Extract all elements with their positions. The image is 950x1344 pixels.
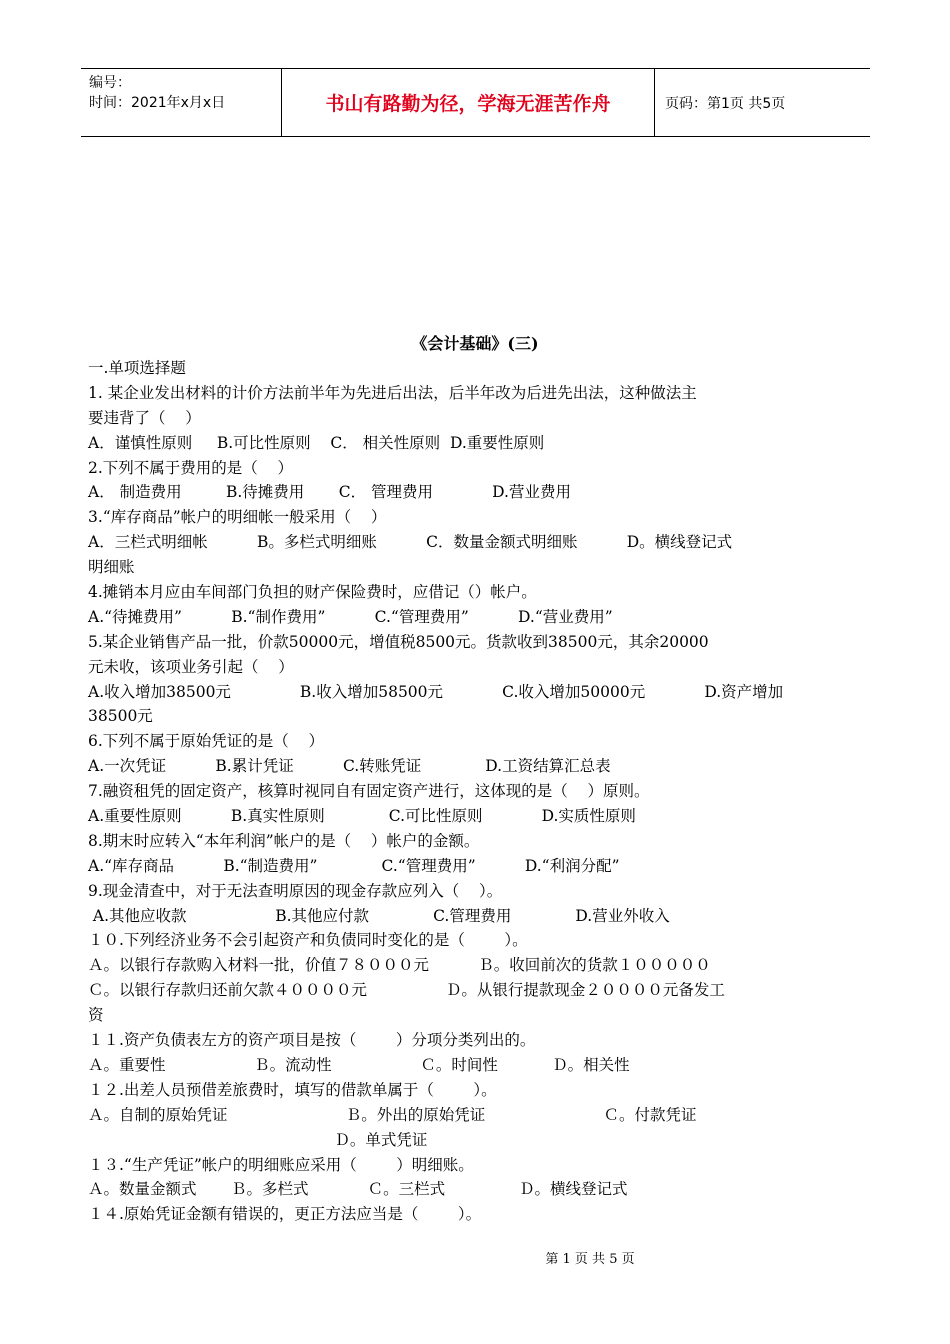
text-line: A.“待摊费用” B.“制作费用” C.“管理费用” D.“营业费用” bbox=[88, 607, 613, 626]
page-code: 页码：第1页 共5页 bbox=[665, 95, 786, 112]
number-label: 编号： bbox=[89, 75, 131, 91]
text-line: A.重要性原则 B.真实性原则 C.可比性原则 D.实质性原则 bbox=[88, 807, 636, 826]
text-line: 一.单项选择题 bbox=[88, 359, 186, 377]
text-line: 元未收，该项业务引起（ ） bbox=[88, 657, 294, 676]
text-line: Ａ。重要性 Ｂ。流动性 Ｃ。时间性 Ｄ。相关性 bbox=[88, 1055, 630, 1074]
time-label: 时间：2021年x月x日 bbox=[89, 95, 226, 111]
text-line: 1. 某企业发出材料的计价方法前半年为先进后出法，后半年改为后进先出法，这种做法主 bbox=[88, 383, 697, 402]
text-line: A.一次凭证 B.累计凭证 C.转账凭证 D.工资结算汇总表 bbox=[88, 757, 611, 776]
document-title: 《会计基础》(三) bbox=[411, 334, 539, 353]
text-line: Ａ。自制的原始凭证 Ｂ。外出的原始凭证 Ｃ。付款凭证 bbox=[88, 1105, 697, 1124]
text-line: 4.摊销本月应由车间部门负担的财产保险费时，应借记（）帐户。 bbox=[88, 583, 537, 602]
text-line: A.“库存商品 B.“制造费用” C.“管理费用” D.“利润分配” bbox=[88, 856, 620, 875]
text-line: A.收入增加38500元 B.收入增加58500元 C.收入增加50000元 D.资产增加 bbox=[88, 682, 784, 701]
header-left-cell bbox=[81, 69, 281, 136]
text-line: Ａ。以银行存款购入材料一批，价值７８０００元 Ｂ。收回前次的货款１０００００ bbox=[88, 956, 711, 975]
page-header bbox=[81, 68, 870, 137]
question-body bbox=[88, 356, 852, 1227]
text-line: 38500元 bbox=[88, 707, 153, 726]
text-line: Ｄ。单式凭证 bbox=[88, 1130, 428, 1149]
text-line: Ａ。数量金额式 Ｂ。多栏式 Ｃ。三栏式 Ｄ。横线登记式 bbox=[88, 1180, 628, 1199]
text-line: A.其他应收款 B.其他应付款 C.管理费用 D.营业外收入 bbox=[88, 906, 670, 925]
page-footer: 第 1 页 共 5 页 bbox=[545, 1252, 635, 1267]
text-line: Ｃ。以银行存款归还前欠款４００００元 Ｄ。从银行提款现金２００００元备发工 bbox=[88, 981, 725, 1000]
text-line: １２.出差人员预借差旅费时，填写的借款单属于（ ）。 bbox=[88, 1080, 497, 1099]
text-line: A．谨慎性原则 B.可比性原则 C． 相关性原则 D.重要性原则 bbox=[88, 433, 545, 452]
text-line: １４.原始凭证金额有错误的，更正方法应当是（ ）。 bbox=[88, 1205, 482, 1224]
text-line: 6.下列不属于原始凭证的是（ ） bbox=[88, 732, 324, 751]
text-line: 3.“库存商品”帐户的明细帐一般采用（ ） bbox=[88, 508, 387, 527]
motto-text: 书山有路勤为径，学海无涯苦作舟 bbox=[281, 69, 655, 136]
text-line: 2.下列不属于费用的是（ ） bbox=[88, 458, 293, 477]
text-line: 7.融资租凭的固定资产，核算时视同自有固定资产进行，这体现的是（ ）原则。 bbox=[88, 782, 650, 801]
text-line: 要违背了（ ） bbox=[88, 408, 201, 427]
text-line: 资 bbox=[88, 1006, 104, 1025]
text-line: 8.期末时应转入“本年利润”帐户的是（ ）帐户的金额。 bbox=[88, 831, 480, 850]
text-line: A． 制造费用 B.待摊费用 C． 管理费用 D.营业费用 bbox=[88, 483, 571, 502]
text-line: 5.某企业销售产品一批，价款50000元，增值税8500元。货款收到38500元，其余20000 bbox=[88, 632, 709, 651]
text-line: A．三栏式明细帐 B。多栏式明细账 C．数量金额式明细账 D。横线登记式 bbox=[88, 533, 733, 552]
text-line: １３.“生产凭证”帐户的明细账应采用（ ）明细账。 bbox=[88, 1155, 474, 1174]
text-line: １０.下列经济业务不会引起资产和负债同时变化的是（ ）。 bbox=[88, 931, 528, 950]
text-line: 9.现金清查中，对于无法查明原因的现金存款应列入（ ）。 bbox=[88, 881, 503, 900]
text-line: １１.资产负债表左方的资产项目是按（ ）分项分类列出的。 bbox=[88, 1031, 536, 1050]
text-line: 明细账 bbox=[88, 558, 135, 577]
